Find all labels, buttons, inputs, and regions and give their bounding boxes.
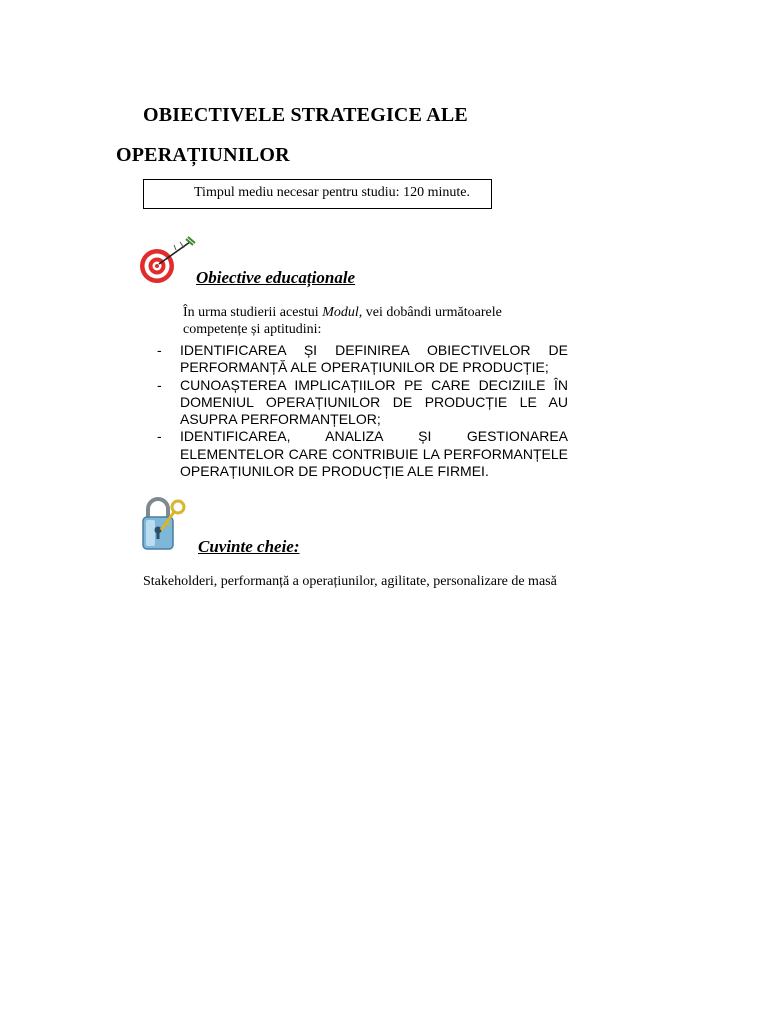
target-arrow-icon [138,236,198,288]
objectives-intro [143,304,568,338]
list-item-text: CUNOAȘTEREA IMPLICAȚIILOR PE CARE DECIZIILE ÎN DOMENIUL OPERAȚIUNILOR DE PRODUCȚIE LE AU ASUPRA PERFORMANȚELOR; [180,376,568,428]
objectives-heading: Obiective educaționale [196,268,356,287]
list-item [157,377,568,429]
list-marker: - [157,428,162,445]
list-item-text: IDENTIFICAREA ȘI DEFINIREA OBIECTIVELOR DE PERFORMANȚĂ ALE OPERAȚIUNILOR DE PRODUCȚIE; [180,342,568,376]
document-title-line-2: OPERAȚIUNILOR [116,144,290,166]
intro-italic-word: Modul, [322,305,363,320]
intro-text-start: În urma studierii acestui [183,305,323,320]
list-item [157,428,568,480]
list-item-text: IDENTIFICAREA, ANALIZA ȘI GESTIONAREA ELEMENTELOR CARE CONTRIBUIE LA PERFORMANȚELE OPERAȚIUNILOR DE PRODUCȚIE ALE FIRMEI. [180,428,568,480]
list-marker: - [157,342,162,358]
list-marker: - [157,376,162,393]
padlock-key-icon [140,495,188,555]
list-item [157,342,568,377]
intro-text-end: vei dobândi următoarele competențe și aptitudini: [183,305,502,337]
document-title-line-1: OBIECTIVELE STRATEGICE ALE [143,104,468,126]
study-time-text: Timpul mediu necesar pentru studiu: 120 minute. [194,185,470,200]
keywords-heading: Cuvinte cheie: [198,537,300,556]
keywords-text: Stakeholderi, performanță a operațiunilor, agilitate, personalizare de masă [143,574,557,589]
objectives-list [157,342,568,480]
study-time-box [143,179,492,209]
